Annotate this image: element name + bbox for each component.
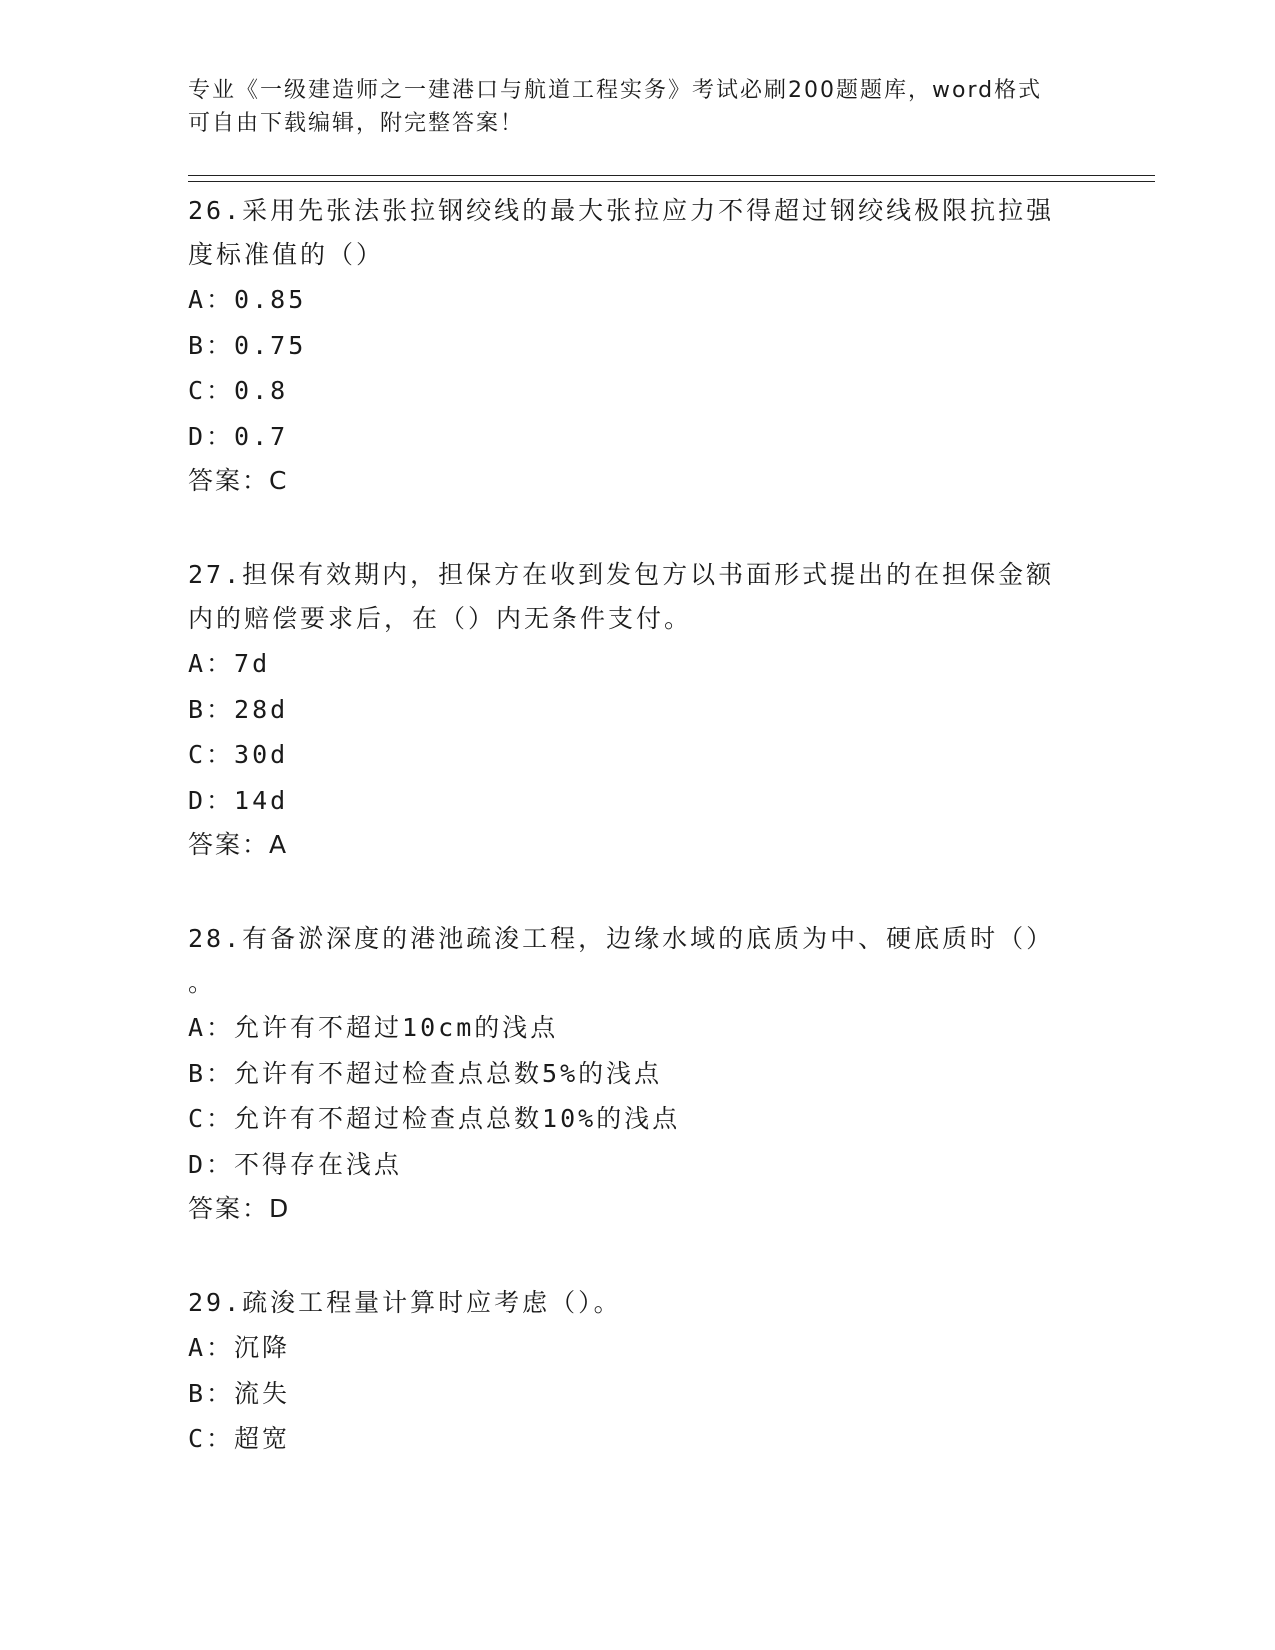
header-divider-top (188, 175, 1155, 176)
question-stem (188, 1281, 1088, 1325)
option-c: C：允许有不超过检查点总数10%的浅点 (188, 1104, 681, 1133)
option-b: B：流失 (188, 1378, 291, 1408)
stem-line: 26.采用先张法张拉钢绞线的最大张拉应力不得超过钢绞线极限抗拉强 (188, 196, 1055, 225)
option-b: B：28d (188, 694, 289, 724)
header-line-1: 专业《一级建造师之一建港口与航道工程实务》考试必刷200题题库，word格式 (188, 78, 1043, 103)
question-28 (188, 917, 1088, 1231)
stem-line: 内的赔偿要求后，在（）内无条件支付。 (188, 604, 693, 633)
option-a: A：沉降 (188, 1333, 291, 1362)
stem-line: 28.有备淤深度的港池疏浚工程，边缘水域的底质为中、硬底质时（） (188, 924, 1055, 953)
option-c: C：30d (188, 740, 289, 769)
question-stem (188, 189, 1088, 277)
header-divider-bottom (188, 181, 1155, 182)
option-d: D：14d (188, 785, 289, 815)
option-c: C：超宽 (188, 1424, 291, 1453)
option-a: A：7d (188, 649, 271, 678)
answer-line: 答案：A (188, 830, 289, 859)
stem-line: 度标准值的（） (188, 240, 385, 269)
option-a: A：允许有不超过10cm的浅点 (188, 1013, 559, 1042)
question-26 (188, 189, 1088, 503)
option-d: D：0.7 (188, 421, 289, 451)
option-a: A：0.85 (188, 285, 307, 314)
option-d: D：不得存在浅点 (188, 1149, 403, 1179)
option-b: B：允许有不超过检查点总数5%的浅点 (188, 1058, 663, 1088)
question-stem (188, 553, 1088, 641)
answer-line: 答案：C (188, 466, 289, 495)
stem-line: 27.担保有效期内，担保方在收到发包方以书面形式提出的在担保金额 (188, 560, 1055, 589)
question-stem (188, 917, 1088, 1005)
stem-line: 29.疏浚工程量计算时应考虑（）。 (188, 1288, 622, 1317)
option-c: C：0.8 (188, 376, 289, 405)
header-line-2: 可自由下载编辑，附完整答案！ (188, 111, 525, 136)
stem-line: 。 (188, 968, 217, 997)
question-27 (188, 553, 1088, 867)
document-header (188, 74, 1088, 140)
answer-line: 答案：D (188, 1194, 291, 1223)
option-b: B：0.75 (188, 330, 307, 360)
question-29 (188, 1281, 1088, 1462)
